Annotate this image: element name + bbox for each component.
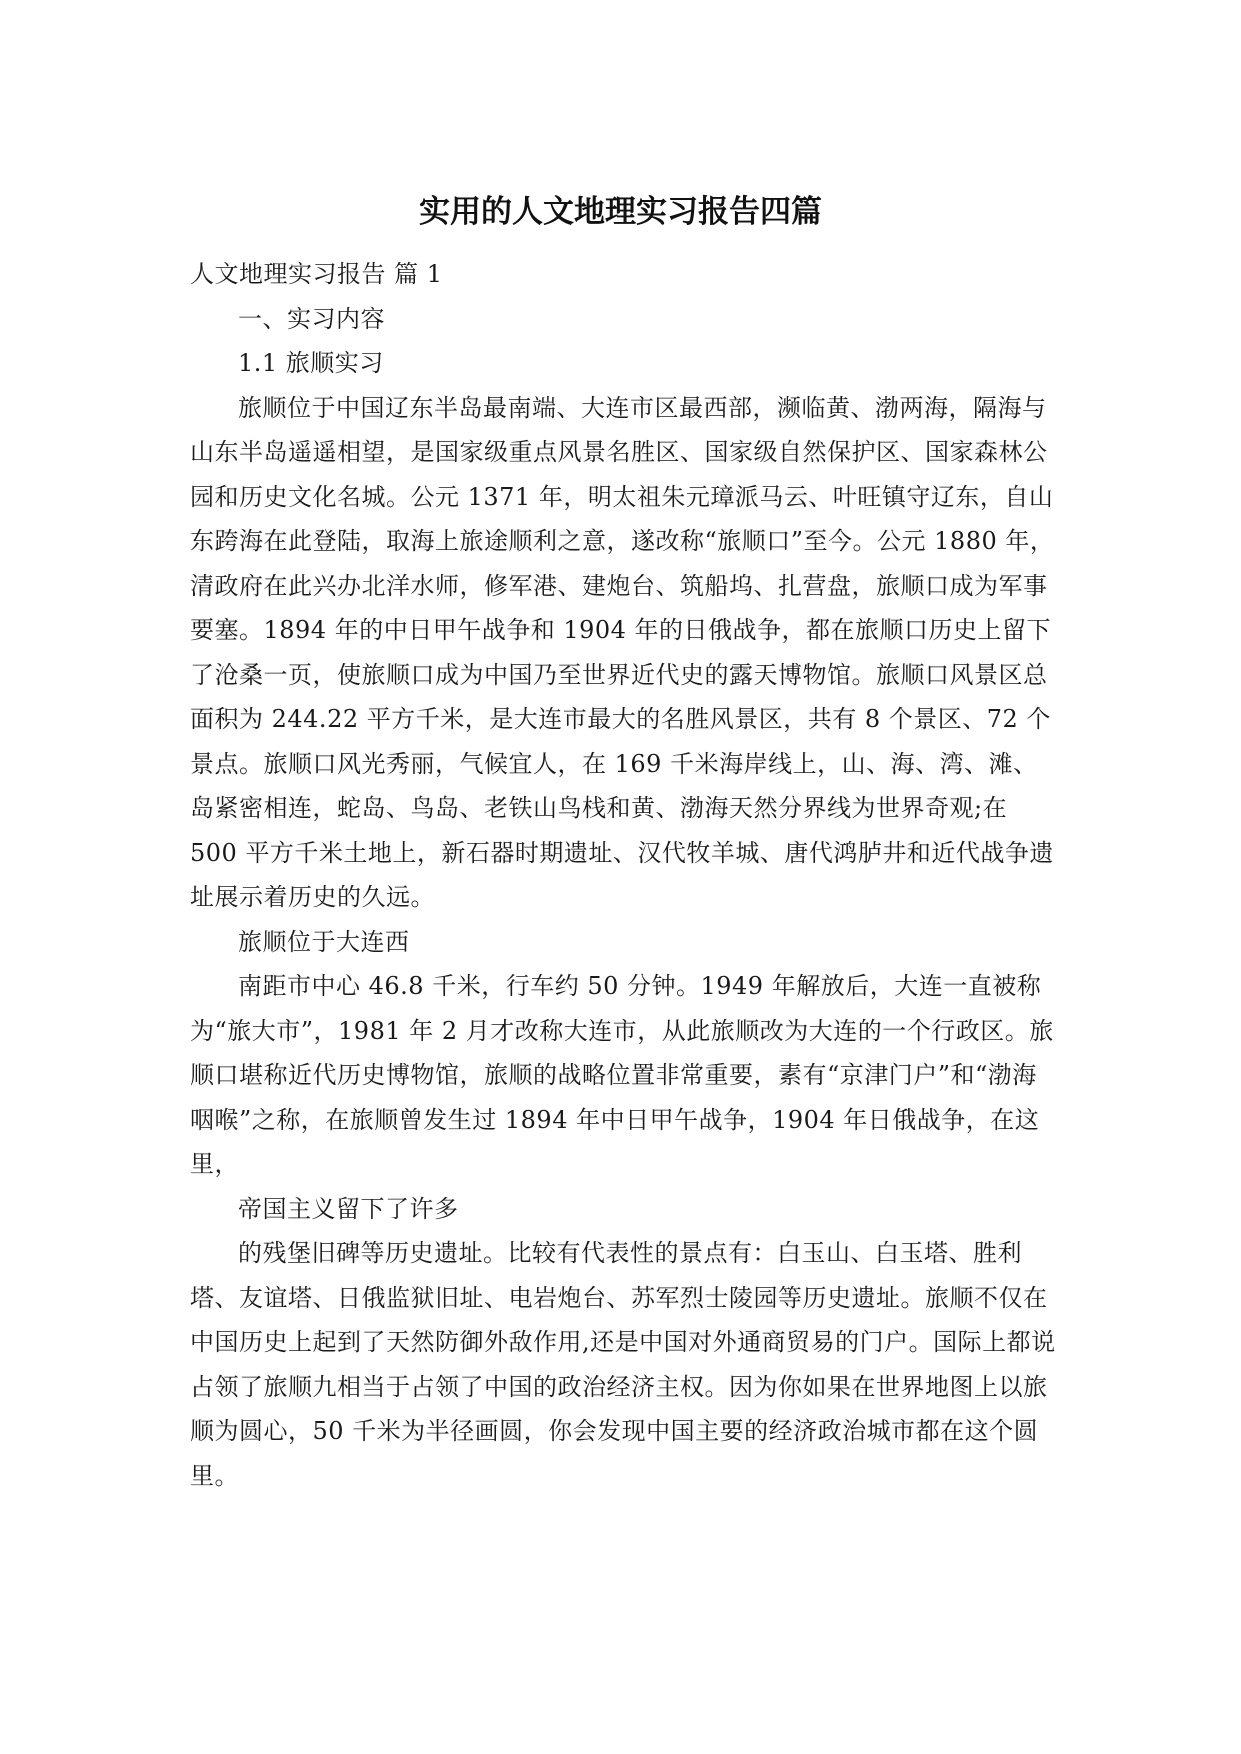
body-paragraph: 旅顺位于大连西 bbox=[238, 927, 410, 956]
subsection-heading: 1.1 旅顺实习 bbox=[238, 349, 384, 377]
body-paragraph: 南距市中心 46.8 千米，行车约 50 分钟。1949 年解放后，大连一直被称为“旅大市”，1981 年 2 月才改称大连市，从此旅顺改为大连的一个行政区。旅顺口堪称近代历史博物馆，旅顺的战略位置非常重要，素有“京津门户”和“渤海咽喉”之称，在旅顺曾发生过 1894 年中日甲午战争，1904 年日俄战争，在这里， bbox=[190, 972, 1054, 1178]
document-body bbox=[190, 252, 1056, 1498]
document-title: 实用的人文地理实习报告四篇 bbox=[419, 194, 822, 230]
body-paragraph: 的残堡旧碑等历史遗址。比较有代表性的景点有：白玉山、白玉塔、胜利塔、友谊塔、日俄监狱旧址、电岩炮台、苏军烈士陵园等历史遗址。旅顺不仅在中国历史上起到了天然防御外敌作用,还是中国对外通商贸易的门户。国际上都说占领了旅顺九相当于占领了中国的政治经济主权。因为你如果在世界地图上以旅顺为圆心，50 千米为半径画圆，你会发现中国主要的经济政治城市都在这个圆里。 bbox=[190, 1239, 1056, 1490]
subsection-heading: 一、实习内容 bbox=[238, 304, 385, 333]
body-paragraph: 旅顺位于中国辽东半岛最南端、大连市区最西部，濒临黄、渤两海，隔海与山东半岛遥遥相望，是国家级重点风景名胜区、国家级自然保护区、国家森林公园和历史文化名城。公元 1371 年，明太祖朱元璋派马云、叶旺镇守辽东，自山东跨海在此登陆，取海上旅途顺利之意，遂改称“旅顺口”至今。公元 1880 年，清政府在此兴办北洋水师，修军港、建炮台、筑船坞、扎营盘，旅顺口成为军事要塞。1894 年的中日甲午战争和 1904 年的日俄战争，都在旅顺口历史上留下了沧桑一页，使旅顺口成为中国乃至世界近代史的露天博物馆。旅顺口风景区总面积为 244.22 平方千米，是大连市最大的名胜风景区，共有 8 个景区、72 个景点。旅顺口风光秀丽，气候宜人，在 169 千米海岸线上，山、海、湾、滩、岛紧密相连，蛇岛、鸟岛、老铁山鸟栈和黄、渤海天然分界线为世界奇观;在 500 平方千米土地上，新石器时期遗址、汉代牧羊城、唐代鸿胪井和近代战争遗址展示着历史的久远。 bbox=[190, 393, 1055, 911]
section-heading: 人文地理实习报告 篇 1 bbox=[190, 260, 443, 288]
body-paragraph: 帝国主义留下了许多 bbox=[238, 1194, 459, 1223]
